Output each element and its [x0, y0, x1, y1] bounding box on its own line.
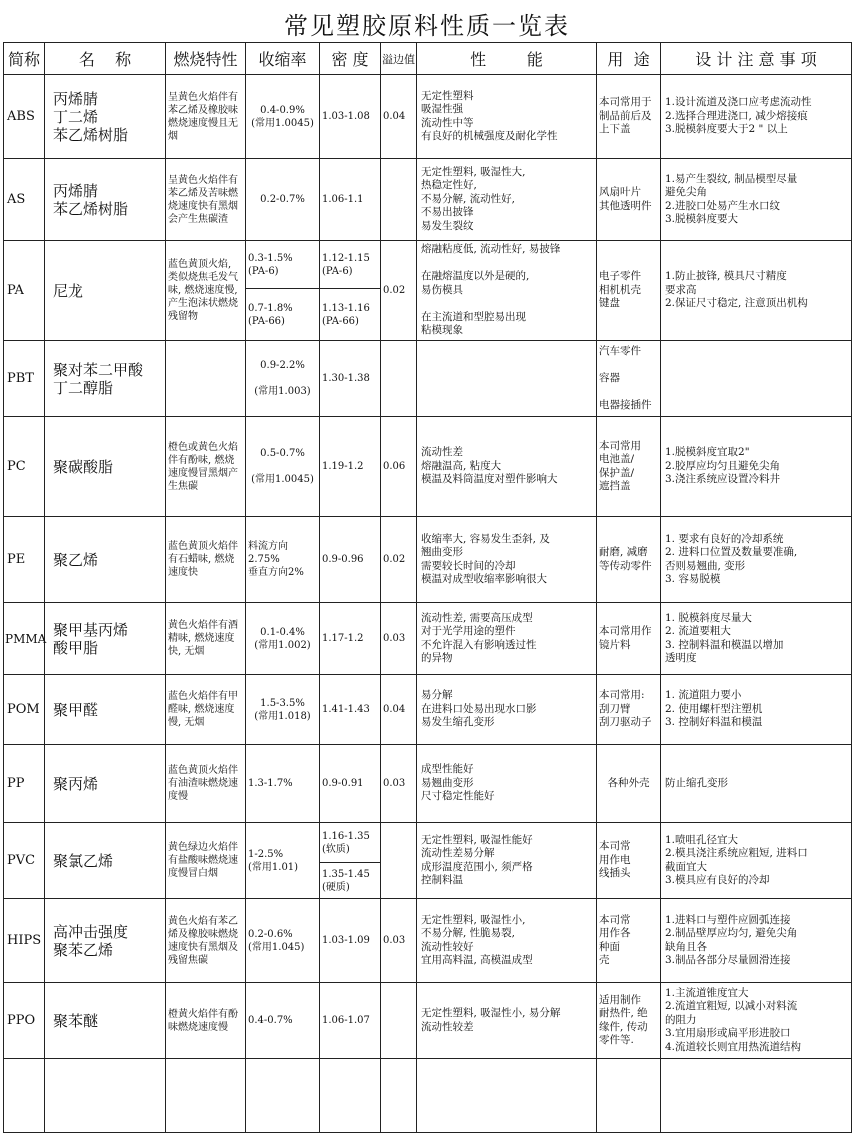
cell-density: 1.41-1.43 — [320, 675, 381, 745]
cell-density: 1.03-1.08 — [320, 75, 381, 159]
cell-usage: 本司常用作 镜片料 — [597, 603, 661, 675]
cell-shrink: 0.5-0.7% (常用1.0045) — [246, 417, 320, 517]
cell-overflow — [381, 159, 417, 241]
cell-overflow: 0.02 — [381, 241, 417, 341]
table-row — [4, 517, 852, 603]
cell-design: 1. 脱模斜度尽量大 2. 流道要粗大 3. 控制料温和模温以增加 透明度 — [661, 603, 852, 675]
cell-abbr: PE — [4, 517, 45, 603]
cell-name: 聚乙烯 — [45, 517, 166, 603]
cell-usage: 风扇叶片 其他透明件 — [597, 159, 661, 241]
cell-abbr: PBT — [4, 341, 45, 417]
cell-name: 丙烯腈 丁二烯 苯乙烯树脂 — [45, 75, 166, 159]
cell-name: 聚对苯二甲酸 丁二醇脂 — [45, 341, 166, 417]
header-design: 设 计 注 意 事 项 — [661, 43, 852, 75]
cell-overflow: 0.04 — [381, 75, 417, 159]
cell-performance: 收缩率大, 容易发生歪斜, 及 翘曲变形 需要较长时间的冷却 模温对成型收缩率影响很大 — [417, 517, 597, 603]
table-row — [4, 603, 852, 675]
cell-density: 0.9-0.96 — [320, 517, 381, 603]
cell-empty — [4, 1059, 45, 1133]
cell-overflow — [381, 823, 417, 899]
cell-density: 1.03-1.09 — [320, 899, 381, 983]
cell-usage: 适用制作 耐热件, 绝 缘件, 传动 零件等. — [597, 983, 661, 1059]
cell-abbr: PMMA — [4, 603, 45, 675]
cell-burn: 橙色或黄色火焰伴有酚味, 燃烧速度慢冒黑烟产生焦碳 — [166, 417, 246, 517]
cell-density: 0.9-0.91 — [320, 745, 381, 823]
cell-performance: 易分解 在进料口处易出现水口影 易发生缩孔变形 — [417, 675, 597, 745]
cell-name: 丙烯腈 苯乙烯树脂 — [45, 159, 166, 241]
table-row — [4, 241, 852, 289]
cell-usage: 本司常用于制品前后及上下盖 — [597, 75, 661, 159]
cell-burn: 黄色火焰有苯乙烯及橡胶味燃烧速度快有黑烟及残留焦碳 — [166, 899, 246, 983]
cell-empty — [381, 1059, 417, 1133]
cell-design: 1.设计流道及浇口应考虑流动性 2.选择合理进浇口, 减少熔接痕 3.脱模斜度要大于2 " 以上 — [661, 75, 852, 159]
header-density: 密 度 — [320, 43, 381, 75]
cell-design: 1.脱模斜度宜取2" 2.胶厚应均匀且避免尖角 3.浇注系统应设置冷料井 — [661, 417, 852, 517]
cell-usage: 汽车零件 容器 电器接插件 — [597, 341, 661, 417]
cell-empty — [246, 1059, 320, 1133]
cell-design: 1.主流道锥度宜大 2.流道宜粗短, 以减小对料流 的阻力 3.宜用扇形或扁平形进胶口 4.流道较长则宜用热流道结构 — [661, 983, 852, 1059]
cell-performance: 无定性塑料, 吸湿性小, 易分解 流动性较差 — [417, 983, 597, 1059]
cell-burn: 蓝色火焰伴有甲醛味, 燃烧速度慢, 无烟 — [166, 675, 246, 745]
cell-density-soft: 1.16-1.35 (软质) — [320, 823, 381, 863]
header-overflow: 溢边值 — [381, 43, 417, 75]
cell-abbr: PVC — [4, 823, 45, 899]
cell-performance: 熔融粘度低, 流动性好, 易披锋 在融熔温度以外是硬的, 易伤模具 在主流道和型腔易出现 粘模现象 — [417, 241, 597, 341]
cell-shrink-pa66: 0.7-1.8% (PA-66) — [246, 289, 320, 341]
table-row — [4, 675, 852, 745]
plastics-properties-table — [3, 42, 852, 1133]
cell-shrink-pa6: 0.3-1.5% (PA-6) — [246, 241, 320, 289]
header-usage: 用 途 — [597, 43, 661, 75]
cell-name: 聚甲醛 — [45, 675, 166, 745]
table-row — [4, 983, 852, 1059]
cell-burn: 黄色绿边火焰伴有盐酸味燃烧速度慢冒白烟 — [166, 823, 246, 899]
header-abbr: 简称 — [4, 43, 45, 75]
table-row — [4, 417, 852, 517]
cell-shrink: 0.2-0.6% (常用1.045) — [246, 899, 320, 983]
cell-name: 尼龙 — [45, 241, 166, 341]
cell-usage: 电子零件 相机机壳 键盘 — [597, 241, 661, 341]
cell-overflow: 0.03 — [381, 745, 417, 823]
cell-abbr: AS — [4, 159, 45, 241]
cell-name: 聚碳酸脂 — [45, 417, 166, 517]
cell-performance: 流动性差 熔融温高, 粘度大 模温及料筒温度对塑件影响大 — [417, 417, 597, 517]
cell-usage: 本司常 用作各 种面 壳 — [597, 899, 661, 983]
cell-performance: 流动性差, 需要高压成型 对于光学用途的塑件 不允许混入有影响透过性 的异物 — [417, 603, 597, 675]
cell-usage: 本司常用 电池盖/ 保护盖/ 遮挡盖 — [597, 417, 661, 517]
cell-empty — [166, 1059, 246, 1133]
cell-abbr: ABS — [4, 75, 45, 159]
cell-density: 1.06-1.1 — [320, 159, 381, 241]
cell-performance: 无定性塑料, 吸湿性能好 流动性差易分解 成形温度范围小, 须严格 控制料温 — [417, 823, 597, 899]
cell-overflow — [381, 341, 417, 417]
header-name: 名 称 — [45, 43, 166, 75]
cell-performance: 无定性塑料, 吸湿性大, 热稳定性好, 不易分解, 流动性好, 不易出披锋 易发生裂纹 — [417, 159, 597, 241]
cell-empty — [45, 1059, 166, 1133]
cell-shrink: 1.3-1.7% — [246, 745, 320, 823]
cell-density: 1.30-1.38 — [320, 341, 381, 417]
cell-shrink: 0.9-2.2% (常用1.003) — [246, 341, 320, 417]
cell-design: 1. 要求有良好的冷却系统 2. 进料口位置及数量要准确, 否则易翘曲, 变形 3. 容易脱模 — [661, 517, 852, 603]
cell-empty — [320, 1059, 381, 1133]
cell-abbr: POM — [4, 675, 45, 745]
cell-design: 1.进料口与塑件应圆弧连接 2.制品壁厚应均匀, 避免尖角 缺角且各 3.制品各部分尽量圆滑连接 — [661, 899, 852, 983]
cell-name: 聚苯醚 — [45, 983, 166, 1059]
cell-design: 1.防止披锋, 模具尺寸精度 要求高 2.保证尺寸稳定, 注意顶出机构 — [661, 241, 852, 341]
cell-shrink: 1.5-3.5% (常用1.018) — [246, 675, 320, 745]
cell-usage: 本司常用: 刮刀臂 刮刀驱动子 — [597, 675, 661, 745]
cell-burn: 橙黄火焰伴有酚味燃烧速度慢 — [166, 983, 246, 1059]
cell-density: 1.06-1.07 — [320, 983, 381, 1059]
cell-burn: 蓝色黄顶火焰伴有油渣味燃烧速度慢 — [166, 745, 246, 823]
cell-overflow: 0.02 — [381, 517, 417, 603]
cell-empty — [661, 1059, 852, 1133]
cell-density-pa6: 1.12-1.15 (PA-6) — [320, 241, 381, 289]
document-title: 常见塑胶原料性质一览表 — [284, 12, 570, 40]
cell-empty — [417, 1059, 597, 1133]
cell-density-hard: 1.35-1.45 (硬质) — [320, 863, 381, 899]
cell-empty — [597, 1059, 661, 1133]
cell-density-pa66: 1.13-1.16 (PA-66) — [320, 289, 381, 341]
cell-shrink: 0.4-0.7% — [246, 983, 320, 1059]
cell-abbr: PC — [4, 417, 45, 517]
table-row — [4, 823, 852, 863]
cell-usage: 耐磨, 减磨 等传动零件 — [597, 517, 661, 603]
table-row — [4, 341, 852, 417]
table-row — [4, 159, 852, 241]
cell-shrink: 0.4-0.9% (常用1.0045) — [246, 75, 320, 159]
table-row-empty — [4, 1059, 852, 1133]
cell-name: 聚丙烯 — [45, 745, 166, 823]
cell-shrink: 1-2.5% (常用1.01) — [246, 823, 320, 899]
cell-density: 1.17-1.2 — [320, 603, 381, 675]
cell-name: 聚氯乙烯 — [45, 823, 166, 899]
cell-performance: 成型性能好 易翘曲变形 尺寸稳定性能好 — [417, 745, 597, 823]
cell-overflow: 0.04 — [381, 675, 417, 745]
cell-shrink: 0.2-0.7% — [246, 159, 320, 241]
cell-burn: 黄色火焰伴有酒精味, 燃烧速度快, 无烟 — [166, 603, 246, 675]
cell-usage: 本司常 用作电 线插头 — [597, 823, 661, 899]
cell-burn: 呈黄色火焰伴有苯乙烯及橡胶味燃烧速度慢且无烟 — [166, 75, 246, 159]
table-row — [4, 899, 852, 983]
cell-overflow — [381, 983, 417, 1059]
cell-usage: 各种外壳 — [597, 745, 661, 823]
cell-design: 1.易产生裂纹, 制品模型尽量 避免尖角 2.进胶口处易产生水口纹 3.脱模斜度要大 — [661, 159, 852, 241]
cell-abbr: PP — [4, 745, 45, 823]
cell-design: 防止缩孔变形 — [661, 745, 852, 823]
cell-density: 1.19-1.2 — [320, 417, 381, 517]
cell-overflow: 0.03 — [381, 899, 417, 983]
cell-overflow: 0.03 — [381, 603, 417, 675]
header-shrink: 收缩率 — [246, 43, 320, 75]
cell-burn: 呈黄色火焰伴有苯乙烯及苦味燃烧速度快有黑烟会产生焦碳渣 — [166, 159, 246, 241]
cell-shrink: 料流方向 2.75% 垂直方向2% — [246, 517, 320, 603]
cell-burn: 蓝色黄顶火焰, 类似烧焦毛发气味, 燃烧速度慢, 产生泡沫状燃烧残留物 — [166, 241, 246, 341]
cell-abbr: HIPS — [4, 899, 45, 983]
header-row — [4, 43, 852, 75]
table-row — [4, 75, 852, 159]
cell-burn: 蓝色黄顶火焰伴有石蜡味, 燃烧速度快 — [166, 517, 246, 603]
cell-abbr: PPO — [4, 983, 45, 1059]
cell-design: 1. 流道阻力要小 2. 使用螺杆型注塑机 3. 控制好料温和模温 — [661, 675, 852, 745]
cell-abbr: PA — [4, 241, 45, 341]
header-performance: 性 能 — [417, 43, 597, 75]
cell-shrink: 0.1-0.4% (常用1.002) — [246, 603, 320, 675]
cell-name: 高冲击强度 聚苯乙烯 — [45, 899, 166, 983]
table-row — [4, 745, 852, 823]
cell-overflow: 0.06 — [381, 417, 417, 517]
header-burn: 燃烧特性 — [166, 43, 246, 75]
cell-burn — [166, 341, 246, 417]
cell-performance — [417, 341, 597, 417]
cell-performance: 无定性塑料, 吸湿性小, 不易分解, 性脆易裂, 流动性较好 宜用高料温, 高模温成型 — [417, 899, 597, 983]
cell-design: 1.喷咀孔径宜大 2.模具浇注系统应粗短, 进料口 截面宜大 3.模具应有良好的冷却 — [661, 823, 852, 899]
cell-performance: 无定性塑料 吸湿性强 流动性中等 有良好的机械强度及耐化学性 — [417, 75, 597, 159]
cell-design — [661, 341, 852, 417]
cell-name: 聚甲基丙烯 酸甲脂 — [45, 603, 166, 675]
